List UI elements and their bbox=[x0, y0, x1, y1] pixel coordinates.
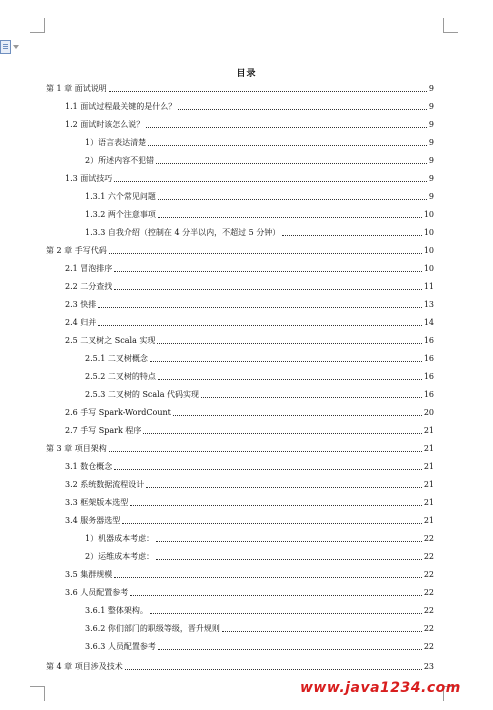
toc-entry-label: 2.1 冒泡排序 bbox=[65, 264, 113, 273]
toc-entry-page: 14 bbox=[423, 318, 434, 327]
toc-entry-page: 22 bbox=[423, 534, 434, 543]
toc-entry[interactable] bbox=[85, 620, 434, 634]
toc-entry-page: 22 bbox=[423, 624, 434, 633]
toc-entry-page: 9 bbox=[428, 120, 434, 129]
toc-entry-page: 21 bbox=[423, 426, 434, 435]
leader-dots bbox=[125, 668, 422, 670]
toc-entry-label: 1.3 面试技巧 bbox=[65, 174, 113, 183]
page-corner-mark-top-left bbox=[30, 18, 45, 33]
toc-entry[interactable] bbox=[65, 422, 434, 436]
toc-entry[interactable] bbox=[85, 602, 434, 616]
toc-entry[interactable] bbox=[65, 170, 434, 184]
toc-entry-label: 1.3.3 自我介绍（控制在 4 分半以内，不超过 5 分钟） bbox=[85, 228, 281, 237]
toc-entry-page: 9 bbox=[428, 174, 434, 183]
toc-entry[interactable] bbox=[85, 350, 434, 364]
leader-dots bbox=[222, 630, 422, 632]
leader-dots bbox=[109, 252, 422, 254]
toc-entry-page: 22 bbox=[423, 552, 434, 561]
leader-dots bbox=[146, 486, 422, 488]
leader-dots bbox=[158, 216, 422, 218]
leader-dots bbox=[98, 306, 422, 308]
toc-title: 目录 bbox=[236, 69, 257, 79]
toc-entry-page: 9 bbox=[428, 138, 434, 147]
toc-entry-page: 21 bbox=[423, 444, 434, 453]
toc-entry-label: 1）语言表达清楚 bbox=[85, 138, 147, 147]
toc-entry-page: 10 bbox=[423, 210, 434, 219]
leader-dots bbox=[158, 378, 422, 380]
toc-entry-page: 23 bbox=[423, 662, 434, 671]
toc-entry[interactable] bbox=[85, 206, 434, 220]
leader-dots bbox=[156, 558, 422, 560]
toc-entry-label: 2.2 二分查找 bbox=[65, 282, 113, 291]
watermark-text: www.java1234.com bbox=[300, 680, 461, 696]
toc-entry-page: 16 bbox=[423, 372, 434, 381]
leader-dots bbox=[114, 576, 422, 578]
toc-entry-label: 1.2 面试时该怎么说？ bbox=[65, 120, 145, 129]
toc-entry-page: 21 bbox=[423, 462, 434, 471]
leader-dots bbox=[178, 108, 427, 110]
toc-entry[interactable] bbox=[85, 638, 434, 652]
toc-entry-label: 第 1 章 面试说明 bbox=[46, 84, 107, 93]
document-options-icon[interactable] bbox=[0, 40, 22, 54]
toc-entry-page: 10 bbox=[423, 264, 434, 273]
toc-entry-page: 9 bbox=[428, 156, 434, 165]
leader-dots bbox=[201, 396, 422, 398]
leader-dots bbox=[130, 504, 422, 506]
toc-entry[interactable] bbox=[85, 530, 434, 544]
page-corner-mark-top-right bbox=[443, 18, 458, 33]
toc-entry-page: 10 bbox=[423, 246, 434, 255]
leader-dots bbox=[109, 90, 427, 92]
leader-dots bbox=[114, 468, 422, 470]
toc-entry-label: 2）所述内容不犯错 bbox=[85, 156, 155, 165]
toc-entry-page: 9 bbox=[428, 192, 434, 201]
toc-entry-label: 2.6 手写 Spark-WordCount bbox=[65, 408, 171, 417]
toc-entry-label: 3.5 集群规模 bbox=[65, 570, 113, 579]
toc-entry[interactable] bbox=[65, 512, 434, 526]
toc-entry-page: 16 bbox=[423, 390, 434, 399]
toc-entry-label: 第 2 章 手写代码 bbox=[46, 246, 107, 255]
leader-dots bbox=[156, 540, 422, 542]
toc-entry[interactable] bbox=[65, 314, 434, 328]
toc-entry-label: 3.6 人员配置参考 bbox=[65, 588, 129, 597]
toc-entry[interactable] bbox=[65, 278, 434, 292]
toc-entry[interactable] bbox=[65, 260, 434, 274]
toc-entry[interactable] bbox=[85, 188, 434, 202]
toc-entry[interactable] bbox=[85, 368, 434, 382]
toc-entry[interactable] bbox=[65, 332, 434, 346]
toc-entry[interactable] bbox=[65, 404, 434, 418]
leader-dots bbox=[158, 198, 427, 200]
toc-entry-label: 3.6.2 你们部门的职级等级，晋升规则 bbox=[85, 624, 220, 633]
leader-dots bbox=[146, 126, 427, 128]
toc-entry-page: 9 bbox=[428, 84, 434, 93]
leader-dots bbox=[150, 360, 422, 362]
toc-entry-label: 3.6.1 整体架构。 bbox=[85, 606, 148, 615]
toc-entry-label: 1.3.2 两个注意事项 bbox=[85, 210, 156, 219]
toc-entry[interactable] bbox=[65, 584, 434, 598]
toc-entry-label: 2）运维成本考虑： bbox=[85, 552, 155, 561]
toc-entry-label: 2.3 快排 bbox=[65, 300, 97, 309]
toc-entry[interactable] bbox=[85, 386, 434, 400]
leader-dots bbox=[114, 270, 422, 272]
toc-entry-label: 2.5.2 二叉树的特点 bbox=[85, 372, 156, 381]
toc-entry-label: 1）机器成本考虑： bbox=[85, 534, 155, 543]
toc-entry-label: 2.5 二叉树之 Scala 实现 bbox=[65, 336, 156, 345]
toc-entry[interactable] bbox=[65, 476, 434, 490]
leader-dots bbox=[282, 234, 422, 236]
leader-dots bbox=[148, 144, 427, 146]
toc-entry-page: 22 bbox=[423, 588, 434, 597]
toc-entry[interactable] bbox=[65, 458, 434, 472]
toc-entry-label: 1.3.1 六个常见问题 bbox=[85, 192, 156, 201]
toc-entry[interactable] bbox=[65, 296, 434, 310]
leader-dots bbox=[156, 162, 427, 164]
toc-entry[interactable] bbox=[46, 658, 434, 672]
toc-entry[interactable] bbox=[65, 494, 434, 508]
toc-entry-page: 10 bbox=[423, 228, 434, 237]
page-corner-mark-bottom-left bbox=[30, 686, 45, 701]
toc-entry-page: 21 bbox=[423, 516, 434, 525]
toc-entry-page: 13 bbox=[423, 300, 434, 309]
toc-entry[interactable] bbox=[65, 566, 434, 580]
leader-dots bbox=[114, 288, 422, 290]
toc-entry-page: 16 bbox=[423, 336, 434, 345]
toc-entry[interactable] bbox=[65, 116, 434, 130]
toc-entry-page: 22 bbox=[423, 642, 434, 651]
leader-dots bbox=[122, 522, 422, 524]
toc-entry-page: 21 bbox=[423, 498, 434, 507]
toc-entry-page: 22 bbox=[423, 570, 434, 579]
toc-entry-label: 1.1 面试过程最关键的是什么？ bbox=[65, 102, 177, 111]
toc-entry-page: 9 bbox=[428, 102, 434, 111]
toc-entry-label: 3.4 服务器选型 bbox=[65, 516, 121, 525]
toc-entry[interactable] bbox=[85, 134, 434, 148]
toc-entry-label: 3.2 系统数据流程设计 bbox=[65, 480, 145, 489]
chevron-down-icon bbox=[13, 45, 19, 49]
toc-entry[interactable] bbox=[85, 548, 434, 562]
toc-entry-page: 20 bbox=[423, 408, 434, 417]
toc-entry-label: 3.3 框架版本选型 bbox=[65, 498, 129, 507]
toc-entry[interactable] bbox=[85, 224, 434, 238]
toc-entry-page: 22 bbox=[423, 606, 434, 615]
toc-entry-label: 2.4 归并 bbox=[65, 318, 97, 327]
leader-dots bbox=[173, 414, 422, 416]
leader-dots bbox=[158, 648, 422, 650]
leader-dots bbox=[109, 450, 422, 452]
toc-entry-label: 2.5.1 二叉树概念 bbox=[85, 354, 148, 363]
page-icon bbox=[0, 40, 11, 54]
toc-entry-label: 3.1 数仓概念 bbox=[65, 462, 113, 471]
leader-dots bbox=[114, 180, 427, 182]
toc-entry-page: 11 bbox=[423, 282, 434, 291]
toc-entry-label: 第 3 章 项目架构 bbox=[46, 444, 107, 453]
toc-entry[interactable] bbox=[46, 80, 434, 94]
leader-dots bbox=[157, 342, 421, 344]
toc-entry[interactable] bbox=[46, 242, 434, 256]
toc-entry-page: 16 bbox=[423, 354, 434, 363]
leader-dots bbox=[150, 612, 422, 614]
leader-dots bbox=[98, 324, 422, 326]
leader-dots bbox=[143, 432, 421, 434]
toc-entry-label: 第 4 章 项目涉及技术 bbox=[46, 662, 123, 671]
leader-dots bbox=[130, 594, 422, 596]
toc-entry[interactable] bbox=[85, 152, 434, 166]
toc-entry-label: 2.5.3 二叉树的 Scala 代码实现 bbox=[85, 390, 200, 399]
toc-entry-page: 21 bbox=[423, 480, 434, 489]
toc-entry-label: 2.7 手写 Spark 程序 bbox=[65, 426, 142, 435]
toc-entry[interactable] bbox=[46, 440, 434, 454]
toc-entry-label: 3.6.3 人员配置参考 bbox=[85, 642, 156, 651]
toc-entry[interactable] bbox=[65, 98, 434, 112]
